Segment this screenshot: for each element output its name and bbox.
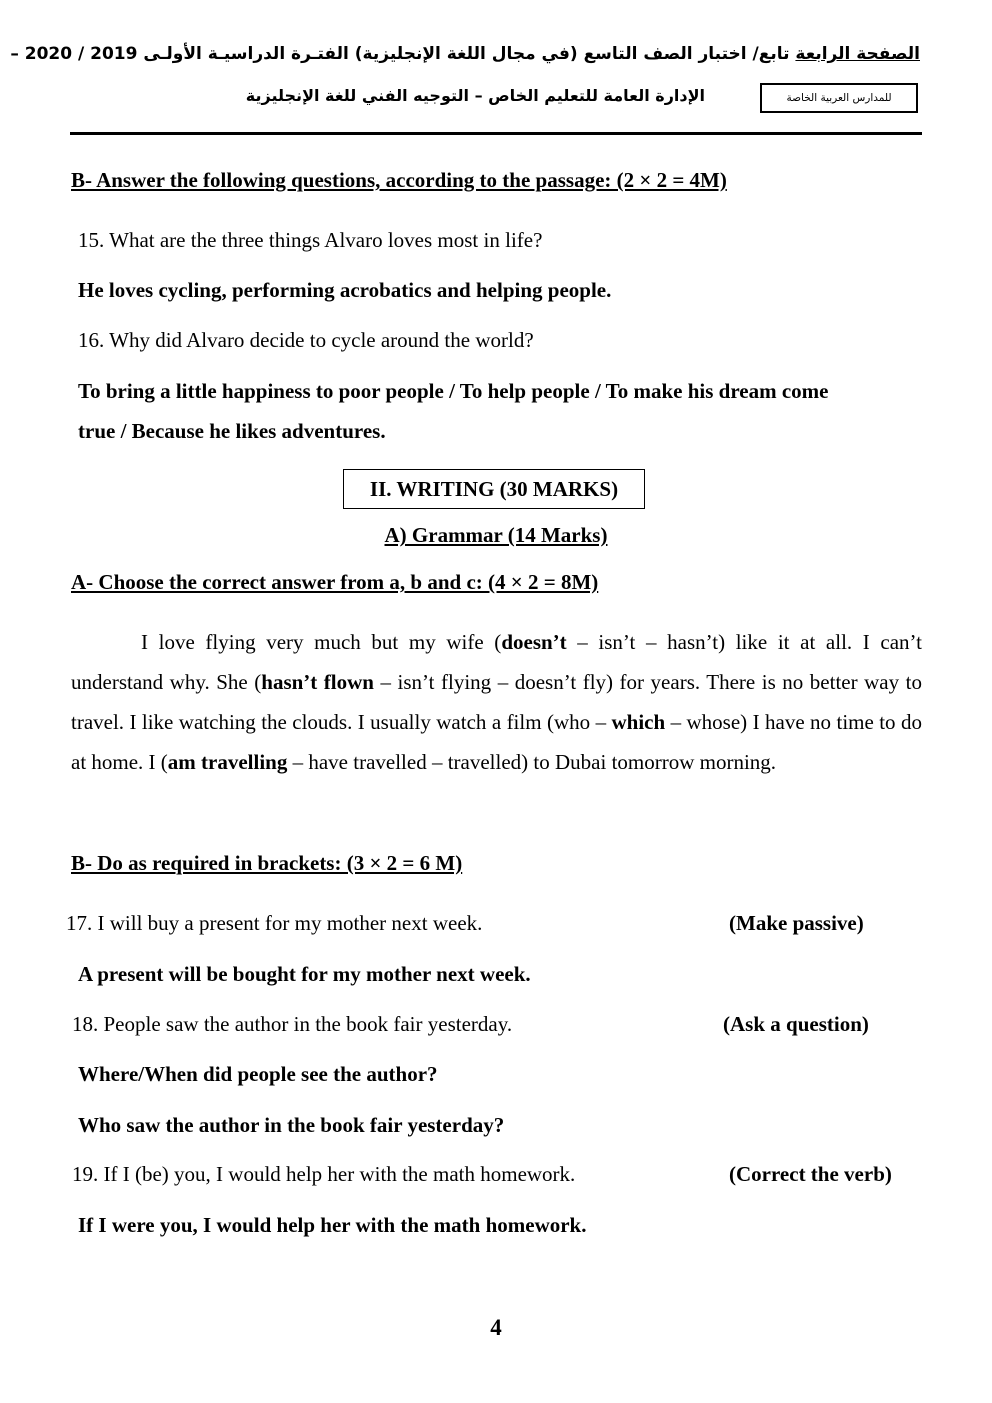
school-stamp: للمدارس العربية الخاصة <box>760 83 918 113</box>
choice-am-travelling: am travelling <box>167 750 288 774</box>
required-heading: B- Do as required in brackets: (3 × 2 = 6 M) <box>71 851 463 875</box>
answer-15: He loves cycling, performing acrobatics and helping people. <box>78 278 612 302</box>
choice-which: which <box>611 710 666 734</box>
choice-hasnt-flown: hasn’t flown <box>261 670 374 694</box>
answer-16-line-2: true / Because he likes adventures. <box>78 419 386 443</box>
grammar-passage: I love flying very much but my wife (doesn’t – isn’t – hasn’t) like it at all. I can’t understand why. She (hasn’t flown – isn’t flying – doesn’t fly) for years. There is no better way to travel. I like watching the clouds. I usually watch a film (who – which – whose) I have no time to do at home. I (am travelling – have travelled – travelled) to Dubai tomorrow morning. <box>71 630 922 774</box>
answer-18-2: Who saw the author in the book fair yesterday? <box>78 1113 505 1137</box>
answer-19: If I were you, I would help her with the math homework. <box>78 1213 587 1237</box>
question-17: 17. I will buy a present for my mother next week. <box>66 911 483 935</box>
answer-17: A present will be bought for my mother next week. <box>78 962 531 986</box>
question-18: 18. People saw the author in the book fair yesterday. <box>72 1012 513 1036</box>
question-18-instruction: (Ask a question) <box>723 1012 869 1036</box>
question-19-instruction: (Correct the verb) <box>729 1162 892 1186</box>
grammar-title: A) Grammar (14 Marks) <box>384 523 608 547</box>
answer-18-1: Where/When did people see the author? <box>78 1062 438 1086</box>
question-17-instruction: (Make passive) <box>729 911 864 935</box>
header-divider <box>70 132 922 135</box>
page-label: الصفحة الرابعة <box>795 44 920 64</box>
question-19: 19. If I (be) you, I would help her with the math homework. <box>72 1162 576 1186</box>
page-number: 4 <box>490 1315 502 1340</box>
choice-doesnt: doesn’t <box>501 630 567 654</box>
question-15: 15. What are the three things Alvaro loves most in life? <box>78 228 543 252</box>
question-16: 16. Why did Alvaro decide to cycle around the world? <box>78 328 534 352</box>
choose-heading: A- Choose the correct answer from a, b and c: (4 × 2 = 8M) <box>71 570 599 594</box>
exam-title: تابع/ اختبار الصف التاسع (في مجال اللغة الإنجليزية) الفتـرة الدراسيـة الأولـى 2019 / 2020 – <box>10 44 790 64</box>
writing-section-title: II. WRITING (30 MARKS) <box>343 469 645 509</box>
header-line-1 <box>10 44 920 64</box>
reading-section-heading: B- Answer the following questions, according to the passage: (2 × 2 = 4M) <box>71 168 727 192</box>
header-line-2: الإدارة العامة للتعليم الخاص – التوجيه الفني للغة الإنجليزية <box>245 86 705 105</box>
answer-16-line-1: To bring a little happiness to poor people / To help people / To make his dream come <box>78 379 829 403</box>
